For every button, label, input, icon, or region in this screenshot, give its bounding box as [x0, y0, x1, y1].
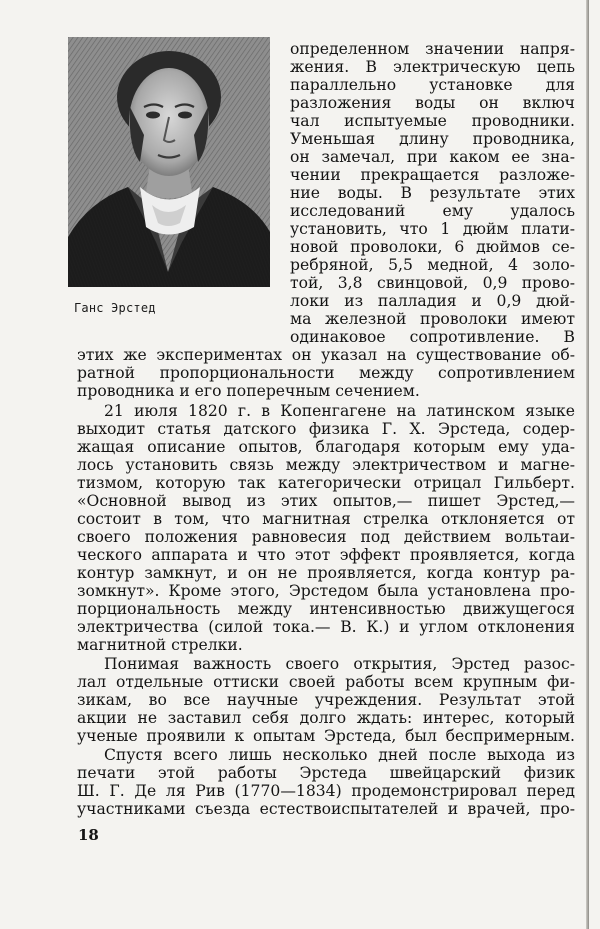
text-line: Спустя всего лишь несколько дней после выхода из	[104, 746, 575, 764]
text-line: чении прекращается разложе-	[290, 166, 575, 184]
text-line: ма железной проволоки имеют	[290, 310, 575, 328]
text-line: разложения воды он включ	[290, 94, 575, 112]
text-line: определенном значении напря-	[290, 40, 575, 58]
engraved-portrait-icon	[68, 37, 270, 287]
text-line: проводника и его поперечным сечением.	[77, 382, 420, 400]
text-line: Уменьшая длину проводника,	[290, 130, 575, 148]
text-line: ние воды. В результате этих	[290, 184, 575, 202]
page-edge	[586, 0, 589, 929]
text-line: контур замкнут, и он не проявляется, когда контур ра-	[77, 564, 575, 582]
text-line: локи из палладия и 0,9 дюй-	[290, 292, 575, 310]
text-line: той, 3,8 свинцовой, 0,9 прово-	[290, 274, 575, 292]
text-line: параллельно установке для	[290, 76, 575, 94]
text-line: тизмом, которую так категорически отрицал Гильберт.	[77, 474, 575, 492]
text-line: выходит статья датского физика Г. Х. Эрстеда, содер-	[77, 420, 575, 438]
text-line: участниками съезда естествоиспытателей и врачей, про-	[77, 800, 575, 818]
text-line: зикам, во все научные учреждения. Результат этой	[77, 691, 575, 709]
text-line: Понимая важность своего открытия, Эрстед разос-	[104, 655, 575, 673]
text-line: одинаковое сопротивление. В	[290, 328, 575, 346]
text-line: порциональность между интенсивностью движущегося	[77, 600, 575, 618]
text-line: зомкнут». Кроме этого, Эрстедом была установлена про-	[77, 582, 575, 600]
text-line: электричества (силой тока.— В. К.) и углом отклонения	[77, 618, 575, 636]
text-line: магнитной стрелки.	[77, 636, 243, 654]
text-line: ребряной, 5,5 медной, 4 золо-	[290, 256, 575, 274]
text-line: жения. В электрическую цепь	[290, 58, 575, 76]
text-line: жащая описание опытов, благодаря которым ему уда-	[77, 438, 575, 456]
text-line: «Основной вывод из этих опытов,— пишет Эрстед,—	[77, 492, 575, 510]
text-line: этих же экспериментах он указал на существование об-	[77, 346, 575, 364]
portrait-caption: Ганс Эрстед	[74, 301, 156, 315]
text-line: исследований ему удалось	[290, 202, 575, 220]
text-line: ученые проявили к опытам Эрстеда, был беспримерным.	[77, 727, 575, 745]
text-line: 21 июля 1820 г. в Копенгагене на латинском языке	[104, 402, 575, 420]
text-line: он замечал, при каком ее зна-	[290, 148, 575, 166]
text-line: акции не заставил себя долго ждать: интерес, который	[77, 709, 575, 727]
page-number: 18	[78, 826, 99, 844]
text-line: чал испытуемые проводники.	[290, 112, 575, 130]
text-line: новой проволоки, 6 дюймов се-	[290, 238, 575, 256]
text-line: ратной пропорциональности между сопротивлением	[77, 364, 575, 382]
text-line: своего положения равновесия под действием вольтаи-	[77, 528, 575, 546]
text-line: печати этой работы Эрстеда швейцарский физик	[77, 764, 575, 782]
text-line: Ш. Г. Де ля Рив (1770—1834) продемонстрировал перед	[77, 782, 575, 800]
text-line: лал отдельные оттиски своей работы всем крупным фи-	[77, 673, 575, 691]
text-line: состоит в том, что магнитная стрелка отклоняется от	[77, 510, 575, 528]
text-line: установить, что 1 дюйм плати-	[290, 220, 575, 238]
text-line: лось установить связь между электричеством и магне-	[77, 456, 575, 474]
portrait-figure	[68, 37, 270, 287]
text-line: ческого аппарата и что этот эффект проявляется, когда	[77, 546, 575, 564]
